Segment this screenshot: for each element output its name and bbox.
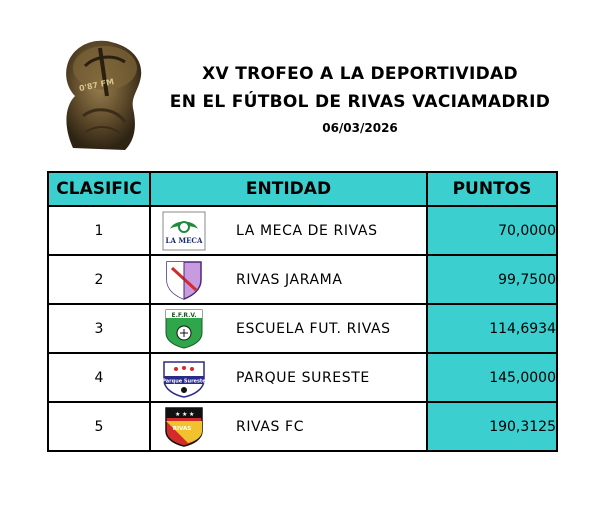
- table-row: [48, 353, 557, 402]
- entity-cell: [150, 206, 427, 255]
- points-cell: 145,0000: [427, 353, 557, 402]
- rank-cell: 2: [48, 255, 150, 304]
- points-cell: 70,0000: [427, 206, 557, 255]
- points-cell: 190,3125: [427, 402, 557, 451]
- page-title-line-1: XV TROFEO A LA DEPORTIVIDAD: [202, 64, 518, 84]
- table-row: [48, 206, 557, 255]
- entity-cell: [150, 255, 427, 304]
- crest-text: E.F.R.V.: [171, 311, 197, 319]
- rank-cell: 3: [48, 304, 150, 353]
- team-name: RIVAS JARAMA: [236, 271, 343, 288]
- column-header-puntos: PUNTOS: [427, 172, 557, 206]
- team-name: RIVAS FC: [236, 418, 305, 435]
- escuela-fut-rivas-crest-icon: [158, 309, 210, 349]
- rivas-jarama-crest-icon: [158, 260, 210, 300]
- rank-cell: 1: [48, 206, 150, 255]
- page-title-line-2: EN EL FÚTBOL DE RIVAS VACIAMADRID: [169, 92, 551, 112]
- crest-text: LA MECA: [165, 235, 203, 245]
- rank-cell: 4: [48, 353, 150, 402]
- team-name: ESCUELA FUT. RIVAS: [236, 320, 391, 337]
- trophy-logo: [55, 36, 151, 156]
- svg-text:★: ★: [182, 410, 188, 418]
- rivas-fc-crest-icon: [158, 407, 210, 447]
- table-row: [48, 304, 557, 353]
- points-cell: 114,6934: [427, 304, 557, 353]
- la-meca-crest-icon: [158, 211, 210, 251]
- standings-table: [47, 171, 558, 452]
- crest-text: Parque Sureste: [162, 378, 206, 384]
- crest-text: RIVAS: [172, 425, 192, 432]
- column-header-entidad: ENTIDAD: [150, 172, 427, 206]
- points-cell: 99,7500: [427, 255, 557, 304]
- logo-text: 0'87 FM: [78, 77, 115, 94]
- date-label: 06/03/2026: [322, 121, 398, 135]
- table-header-row: [48, 172, 557, 206]
- table-row: [48, 402, 557, 451]
- column-header-clasific: CLASIFIC: [48, 172, 150, 206]
- parque-sureste-crest-icon: [158, 358, 210, 398]
- team-name: LA MECA DE RIVAS: [236, 222, 378, 239]
- entity-cell: [150, 402, 427, 451]
- table-row: [48, 255, 557, 304]
- team-name: PARQUE SURESTE: [236, 369, 370, 386]
- svg-text:★: ★: [189, 410, 195, 418]
- svg-text:★: ★: [175, 410, 181, 418]
- entity-cell: [150, 304, 427, 353]
- entity-cell: [150, 353, 427, 402]
- rank-cell: 5: [48, 402, 150, 451]
